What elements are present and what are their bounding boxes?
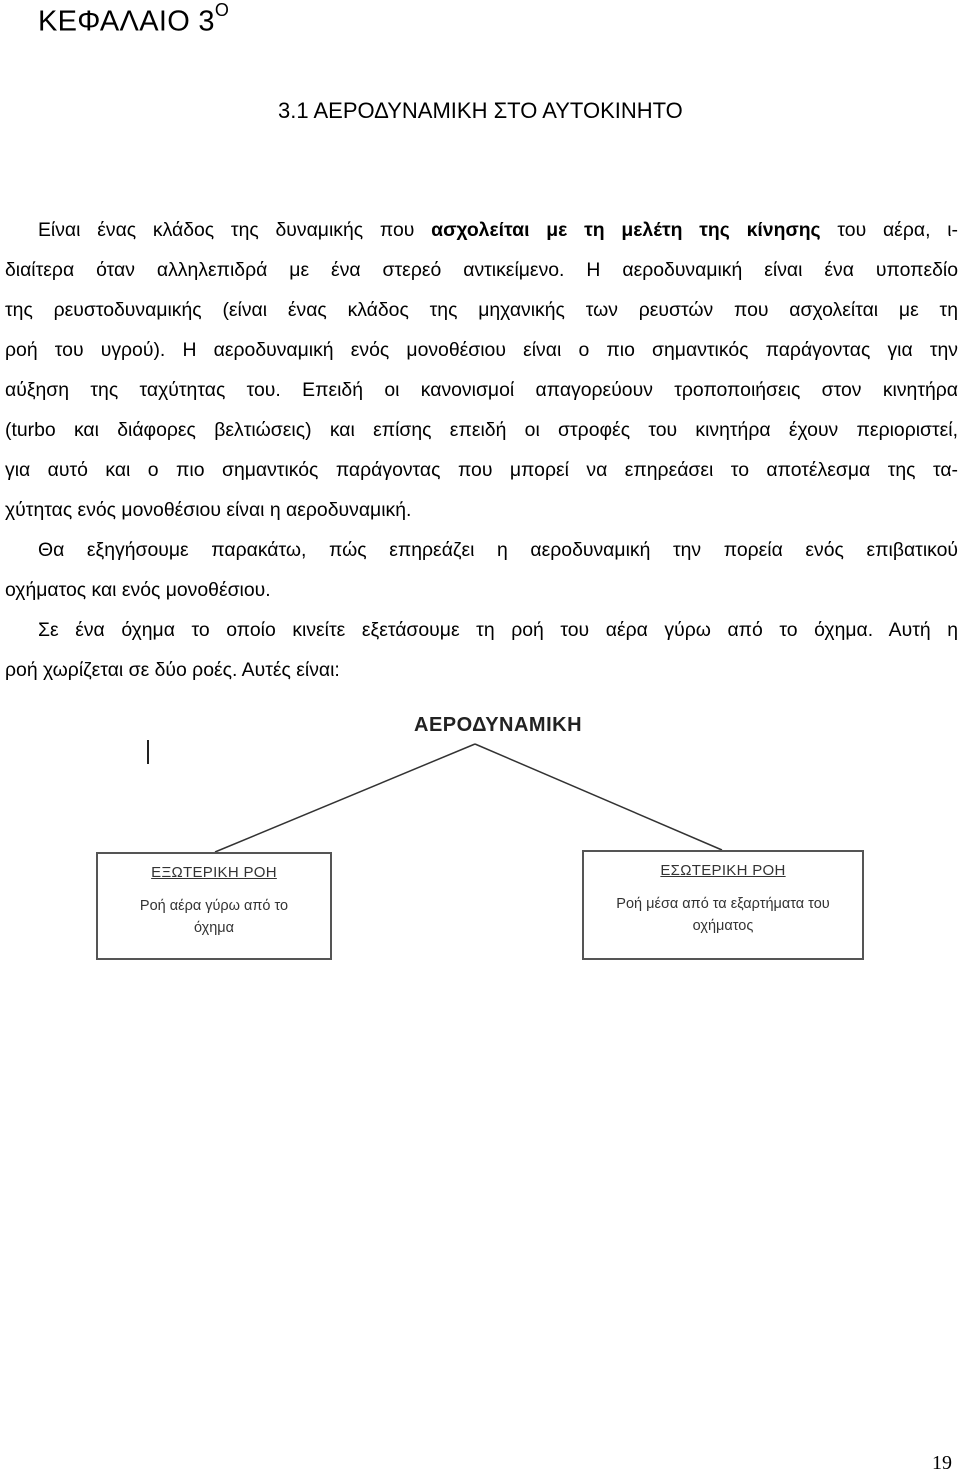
paragraph-line: αύξηση της ταχύτητας του. Επειδή οι κανονισμοί απαγορεύουν τροποποιήσεις στον κινητήρα bbox=[5, 379, 958, 401]
section-title: 3.1 ΑΕΡΟΔΥΝΑΜΙΚΗ ΣΤΟ ΑΥΤΟΚΙΝΗΤΟ bbox=[278, 98, 683, 123]
paragraph-line: χύτητας ενός μονοθέσιου είναι η αεροδυναμική. bbox=[5, 499, 412, 521]
text-run: Είναι ένας κλάδος της δυναμικής που bbox=[38, 219, 432, 241]
paragraph-line: Θα εξηγήσουμε παρακάτω, πώς επηρεάζει η αεροδυναμική την πορεία ενός επιβατικού bbox=[38, 539, 958, 561]
paragraph-line bbox=[0, 210, 960, 250]
paragraph-intro bbox=[0, 210, 960, 530]
connector-left bbox=[215, 744, 475, 852]
paragraph-line: για αυτό και ο πιο σημαντικός παράγοντας που μπορεί να επηρεάσει το αποτέλεσμα της τα- bbox=[5, 459, 958, 481]
connector-right bbox=[475, 744, 722, 850]
chapter-title-text: ΚΕΦΑΛΑΙΟ 3 bbox=[38, 5, 215, 38]
text-cursor-mark bbox=[147, 740, 149, 764]
external-flow-description: Ροή αέρα γύρω από το όχημα bbox=[139, 898, 289, 936]
internal-flow-heading: ΕΣΩΤΕΡΙΚΗ ΡΟΗ bbox=[660, 862, 786, 879]
paragraph-line: ροή του υγρού). Η αεροδυναμική ενός μονοθέσιου είναι ο πιο σημαντικός παράγοντας για την bbox=[5, 339, 958, 361]
paragraph-line: της ρευστοδυναμικής (είναι ένας κλάδος της μηχανικής των ρευστών που ασχολείται με τη bbox=[5, 299, 958, 321]
paragraph-explain bbox=[0, 530, 960, 610]
paragraph-line: (turbo και διάφορες βελτιώσεις) και επίσης επειδή οι στροφές του κινητήρα έχουν περιοριστεί, bbox=[5, 419, 958, 441]
external-flow-heading: ΕΞΩΤΕΡΙΚΗ ΡΟΗ bbox=[151, 864, 277, 881]
external-flow-box bbox=[96, 852, 332, 960]
bold-phrase: ασχολείται με τη μελέτη της κίνησης bbox=[431, 219, 821, 241]
page-number: 19 bbox=[932, 1452, 952, 1474]
internal-flow-description: Ροή μέσα από τα εξαρτήματα του οχήματος bbox=[616, 896, 830, 934]
diagram-title: ΑΕΡΟΔΥΝΑΜΙΚΗ bbox=[414, 714, 583, 736]
chapter-title-superscript: Ο bbox=[214, 0, 230, 20]
paragraph-flows bbox=[0, 610, 960, 690]
paragraph-line: οχήματος και ενός μονοθέσιου. bbox=[5, 579, 271, 601]
paragraph-line: διαίτερα όταν αλληλεπιδρά με ένα στερεό αντικείμενο. Η αεροδυναμική είναι ένα υποπεδίο bbox=[5, 259, 958, 281]
chapter-title bbox=[38, 0, 230, 39]
text-run: του αέρα, ι- bbox=[820, 219, 959, 241]
internal-flow-box bbox=[582, 850, 864, 960]
aerodynamics-diagram bbox=[0, 700, 960, 980]
paragraph-line: ροή χωρίζεται σε δύο ροές. Αυτές είναι: bbox=[5, 659, 340, 681]
paragraph-line: Σε ένα όχημα το οποίο κινείτε εξετάσουμε τη ροή του αέρα γύρω από το όχημα. Αυτή η bbox=[38, 619, 958, 641]
